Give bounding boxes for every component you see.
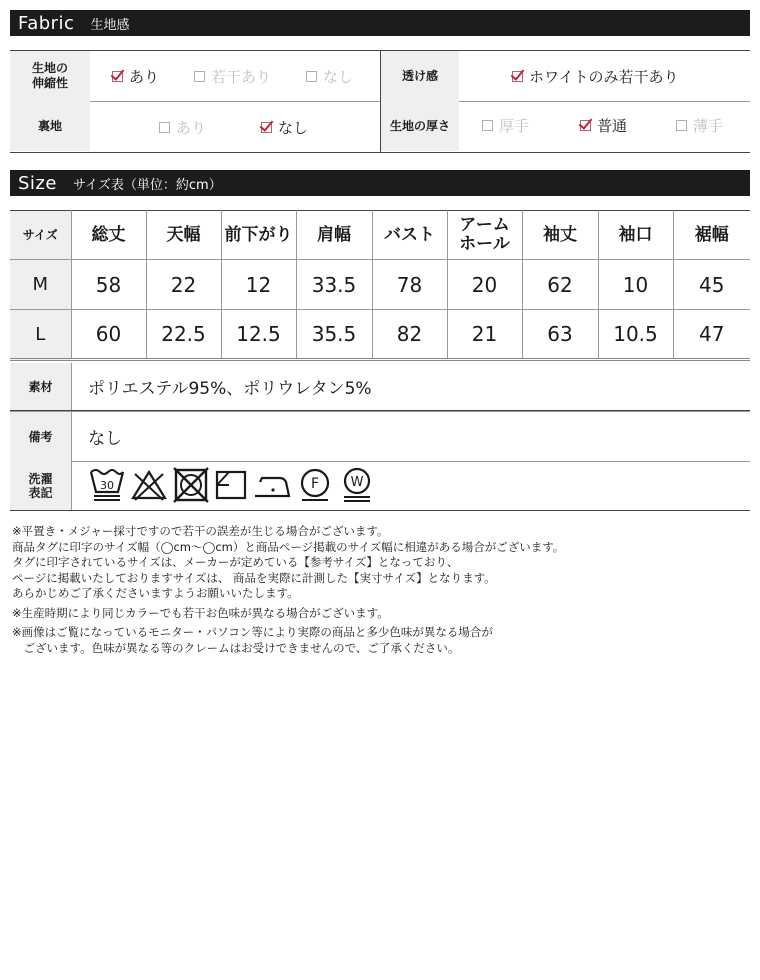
table-cell: 21 — [447, 310, 522, 360]
dryclean-f-icon — [296, 466, 334, 504]
fabric-title-en: Fabric — [18, 12, 75, 34]
column-header-size: サイズ — [10, 211, 71, 260]
size-label: M — [10, 260, 71, 310]
column-header-armhole: アーム ホール — [447, 211, 522, 260]
material-label: 素材 — [10, 363, 72, 410]
checkbox-empty-icon — [159, 122, 170, 133]
checkbox-checked-icon — [580, 120, 591, 131]
remarks-label: 備考 — [10, 412, 72, 461]
size-title-en: Size — [18, 172, 57, 194]
note-line: 商品タグに印字のサイズ幅（◯cm〜◯cm）と商品ページ掲載のサイズ幅に相違がある場合がございます。 — [12, 539, 565, 554]
material-row — [10, 363, 750, 411]
sheer-label: 透け感 — [381, 51, 459, 101]
table-cell: 78 — [372, 260, 447, 310]
iron-low-icon — [252, 466, 292, 504]
column-header-front-drop: 前下がり — [221, 211, 296, 260]
remarks-value: なし — [88, 429, 122, 449]
stretch-option-yes: あり — [112, 66, 159, 86]
thickness-option-thick: 厚手 — [482, 115, 529, 135]
size-table — [10, 210, 750, 361]
svg-text:W: W — [350, 475, 364, 490]
size-table-header-row — [10, 211, 750, 260]
table-cell: 58 — [71, 260, 146, 310]
table-cell: 62 — [522, 260, 598, 310]
care-icons — [88, 466, 380, 504]
table-cell: 20 — [447, 260, 522, 310]
checkbox-empty-icon — [306, 71, 317, 82]
stretch-option-slight: 若干あり — [194, 66, 271, 86]
lining-option-none: なし — [261, 117, 308, 137]
checkbox-empty-icon — [482, 120, 493, 131]
svg-text:30: 30 — [100, 479, 114, 492]
column-header-neck-width: 天幅 — [146, 211, 221, 260]
table-cell: 63 — [522, 310, 598, 360]
size-header — [10, 170, 750, 196]
note-line: タグに印字されているサイズは、メーカーが定めている【参考サイズ】となっており、 — [12, 555, 459, 569]
note-line: ページに掲載いたしておりますサイズは、 商品を実際に計測した【実寸サイズ】となります。 — [12, 570, 496, 585]
checkbox-checked-icon — [261, 122, 272, 133]
wetclean-w-icon — [338, 466, 376, 504]
table-cell: 47 — [673, 310, 750, 360]
lining-option-yes: あり — [159, 117, 206, 137]
no-tumble-dry-icon — [172, 466, 210, 504]
table-cell: 35.5 — [296, 310, 372, 360]
note-line: ※生産時期により同じカラーでも若干お色味が異なる場合がございます。 — [12, 605, 389, 620]
checkbox-empty-icon — [194, 71, 205, 82]
wash-30-icon — [88, 466, 126, 504]
table-cell: 82 — [372, 310, 447, 360]
table-cell: 60 — [71, 310, 146, 360]
table-cell: 22 — [146, 260, 221, 310]
note-line: あらかじめご了承くださいますようお願いいたします。 — [12, 586, 299, 600]
column-header-shoulder-width: 肩幅 — [296, 211, 372, 260]
fabric-title-jp: 生地感 — [90, 17, 130, 33]
table-cell: 10 — [598, 260, 673, 310]
material-value: ポリエステル95%、ポリウレタン5% — [88, 379, 372, 399]
table-row — [10, 260, 750, 310]
note-line: ございます。色味が異なる等のクレームはお受けできませんので、ご了承ください。 — [12, 640, 460, 655]
size-title-jp: サイズ表（単位：約cm） — [72, 177, 222, 193]
washing-label: 洗濯 表記 — [10, 461, 72, 510]
table-row — [10, 310, 750, 360]
stretch-label: 生地の 伸縮性 — [10, 51, 90, 101]
column-header-total-length: 総丈 — [71, 211, 146, 260]
no-bleach-icon — [130, 466, 168, 504]
sheer-option-white-slight: ホワイトのみ若干あり — [512, 66, 679, 86]
note-line: ※画像はご覧になっているモニター・パソコン等により実際の商品と多少色味が異なる場合が — [12, 625, 493, 639]
table-cell: 33.5 — [296, 260, 372, 310]
fabric-header — [10, 10, 750, 36]
thickness-label: 生地の厚さ — [381, 101, 459, 151]
table-cell: 12 — [221, 260, 296, 310]
table-cell: 45 — [673, 260, 750, 310]
thickness-option-normal: 普通 — [580, 115, 627, 135]
line-dry-shade-icon — [214, 466, 248, 504]
column-header-bust: バスト — [372, 211, 447, 260]
checkbox-checked-icon — [112, 71, 123, 82]
table-cell: 22.5 — [146, 310, 221, 360]
lining-label: 裏地 — [10, 101, 90, 151]
note-line: ※平置き・メジャー採寸ですので若干の誤差が生じる場合がございます。 — [12, 524, 389, 538]
checkbox-checked-icon — [512, 71, 523, 82]
svg-text:F: F — [310, 476, 320, 492]
column-header-hem-width: 裾幅 — [673, 211, 750, 260]
stretch-option-none: なし — [306, 66, 353, 86]
notes — [12, 524, 752, 656]
table-cell: 10.5 — [598, 310, 673, 360]
thickness-option-thin: 薄手 — [676, 115, 723, 135]
fabric-table — [10, 50, 750, 153]
column-header-cuff: 袖口 — [598, 211, 673, 260]
remarks-row — [10, 411, 750, 462]
size-label: L — [10, 310, 71, 360]
column-header-sleeve-length: 袖丈 — [522, 211, 598, 260]
table-cell: 12.5 — [221, 310, 296, 360]
checkbox-empty-icon — [676, 120, 687, 131]
